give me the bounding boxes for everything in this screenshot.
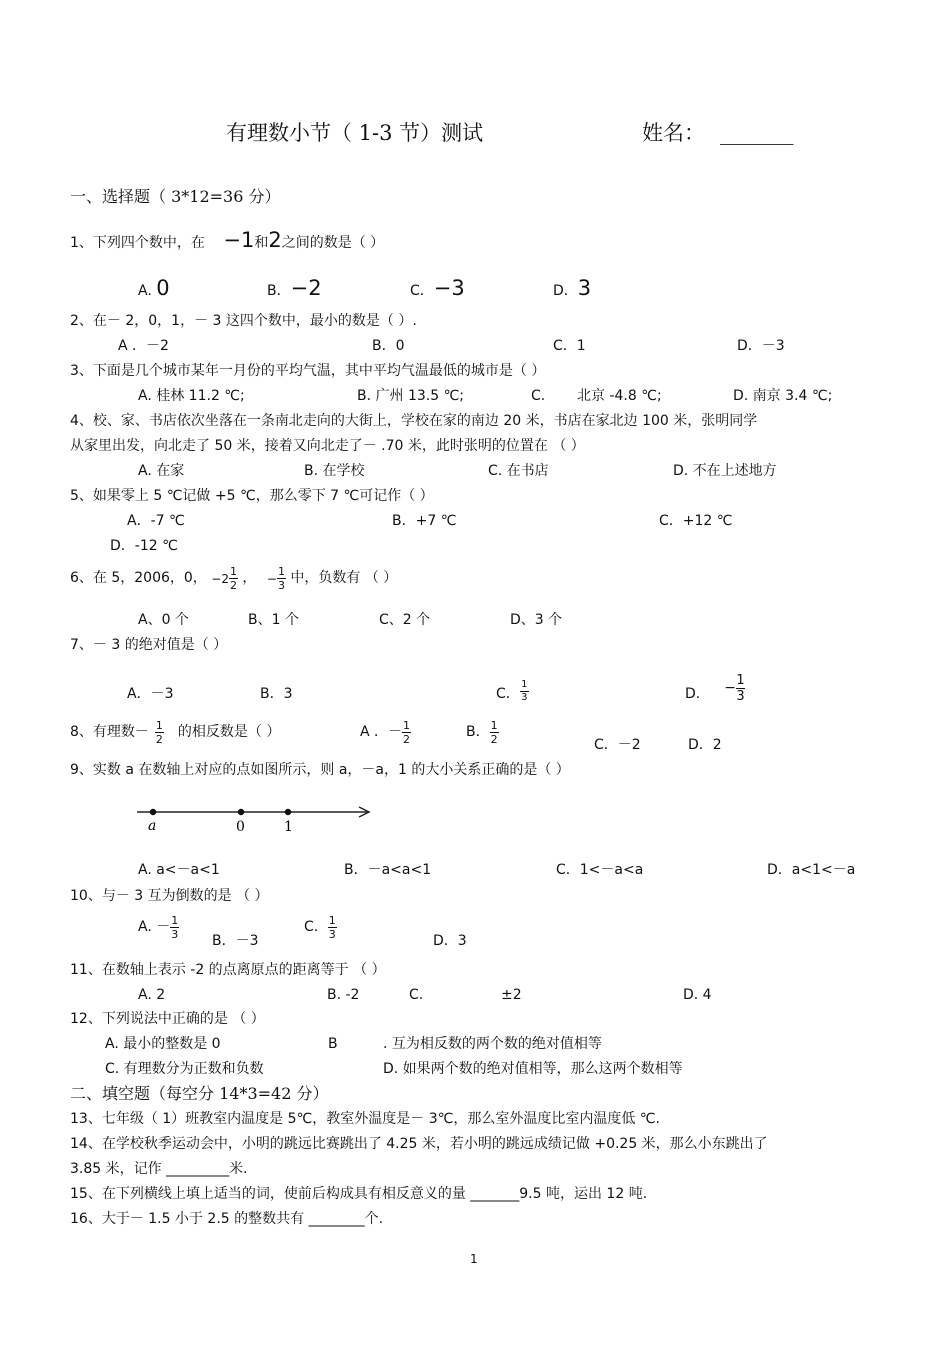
option-letter: C． — [304, 919, 328, 936]
fraction-numerator: 1 — [736, 672, 745, 688]
option-letter: A. — [138, 283, 152, 299]
number-line-label-a: a — [148, 818, 157, 834]
option-value: 3 — [577, 276, 592, 300]
option-letter: D． — [553, 283, 578, 299]
question-1-option-a[interactable] — [138, 276, 170, 301]
question-4-option-d[interactable]: D. 不在上述地方 — [673, 463, 777, 479]
question-3-option-c-text[interactable]: 北京 -4.8 ℃; — [577, 388, 662, 404]
question-6-option-b[interactable]: B、1 个 — [248, 612, 299, 628]
question-11-stem: 11、在数轴上表示 -2 的点离原点的距离等于 （ ） — [70, 962, 386, 978]
question-8-option-d[interactable]: D．2 — [688, 737, 722, 753]
question-7-stem: 7、－ 3 的绝对值是（ ） — [70, 637, 228, 653]
fraction-denominator: 3 — [277, 579, 285, 592]
question-3-stem: 3、下面是几个城市某年一月份的平均气温，其中平均气温最低的城市是（ ） — [70, 363, 546, 379]
question-3-option-c[interactable]: C. — [531, 388, 546, 404]
question-2-option-b[interactable]: B．0 — [372, 338, 405, 354]
name-label: 姓名： — [642, 121, 705, 145]
fraction-half — [490, 720, 499, 745]
page-number: 1 — [470, 1252, 478, 1266]
question-6-stem-start: 6、在 5，2006，0， — [70, 570, 207, 587]
fraction-numerator: 1 — [490, 719, 498, 732]
question-10-option-c[interactable] — [304, 915, 337, 940]
fraction-numerator: 1 — [328, 914, 336, 927]
question-15-stem: 15、在下列横线上填上适当的词，使前后构成具有相反意义的量 _______9.5 吨，运出 12 吨. — [70, 1186, 648, 1202]
fraction-denominator: 3 — [328, 928, 336, 941]
question-8-stem-end: 的相反数是（ ） — [177, 724, 281, 741]
question-1-option-c[interactable] — [410, 276, 465, 301]
question-10-stem: 10、与－ 3 互为倒数的是 （ ） — [70, 888, 269, 904]
question-8-option-c[interactable]: C．－2 — [594, 737, 641, 753]
question-1-option-d[interactable] — [553, 276, 591, 301]
question-9-stem: 9、实数 a 在数轴上对应的点如图所示，则 a，－a，1 的大小关系正确的是（ ） — [70, 762, 570, 778]
fraction — [229, 566, 238, 591]
question-7-option-c[interactable] — [496, 670, 529, 703]
question-8-stem — [70, 720, 280, 745]
fraction-numerator: 1 — [155, 719, 163, 732]
option-letter: A. － — [138, 919, 171, 936]
question-1-stem-end: 之间的数是（ ） — [281, 235, 385, 251]
name-blank[interactable]: _______ — [720, 121, 794, 145]
fraction — [520, 680, 529, 703]
question-3-option-d[interactable]: D. 南京 3.4 ℃; — [733, 388, 833, 404]
fraction-numerator: 1 — [171, 914, 179, 927]
point-a — [150, 809, 156, 815]
question-4-option-b[interactable]: B. 在学校 — [304, 463, 365, 479]
question-12-option-c[interactable]: C. 有理数分为正数和负数 — [105, 1061, 264, 1077]
option-letter: B． — [466, 724, 490, 741]
question-11-option-c[interactable]: C. — [409, 987, 424, 1003]
question-6-stem — [70, 566, 397, 591]
option-value: 0 — [156, 276, 170, 300]
question-4-line-1: 4、校、家、书店依次坐落在一条南北走向的大街上，学校在家的南边 20 米，书店在家北边 100 米，张明同学 — [70, 413, 758, 429]
option-value: −2 — [290, 276, 322, 300]
question-10-option-b[interactable]: B．－3 — [212, 933, 259, 949]
question-3-option-b[interactable]: B. 广州 13.5 ℃; — [357, 388, 465, 404]
fraction-denominator: 2 — [403, 733, 411, 746]
question-11-option-c-text[interactable]: ±2 — [501, 987, 522, 1003]
section-heading-choice: 一、选择题（ 3*12=36 分） — [70, 187, 281, 206]
question-8-stem-start: 8、有理数－ — [70, 724, 149, 741]
question-2-option-c[interactable]: C．1 — [553, 338, 586, 354]
fraction-numerator: 1 — [277, 565, 285, 578]
question-3-option-a[interactable]: A. 桂林 11.2 ℃; — [138, 388, 245, 404]
point-zero — [238, 809, 244, 815]
fraction-minus-third — [266, 565, 291, 592]
question-12-option-a[interactable]: A. 最小的整数是 0 — [105, 1036, 221, 1052]
question-5-option-b[interactable]: B．+7 ℃ — [392, 513, 457, 529]
fraction — [277, 566, 286, 591]
question-6-option-d[interactable]: D、3 个 — [510, 612, 563, 628]
question-5-option-d[interactable]: D．-12 ℃ — [110, 538, 178, 554]
question-12-stem: 12、下列说法中正确的是 （ ） — [70, 1011, 265, 1027]
option-letter: C． — [410, 283, 434, 299]
fraction — [736, 674, 745, 703]
question-9-option-c[interactable]: C．1<－a<a — [556, 862, 644, 878]
page-title: 有理数小节（ 1-3 节）测试 — [226, 121, 484, 145]
question-1-stem — [70, 228, 384, 253]
question-14-line-1: 14、在学校秋季运动会中，小明的跳远比赛跳出了 4.25 米，若小明的跳远成绩记做 +0.25 米，那么小东跳出了 — [70, 1136, 768, 1152]
question-10-option-d[interactable]: D．3 — [433, 933, 467, 949]
fraction-sign: − — [724, 679, 736, 696]
fraction-denominator: 3 — [736, 688, 745, 704]
fraction-half — [402, 720, 411, 745]
question-5-stem: 5、如果零上 5 ℃记做 +5 ℃，那么零下 7 ℃可记作（ ） — [70, 488, 434, 504]
fraction-half — [155, 720, 164, 745]
question-9-option-a[interactable]: A. a<－a<1 — [138, 862, 220, 878]
number-line-figure — [135, 800, 380, 836]
question-5-option-a[interactable]: A．-7 ℃ — [127, 513, 185, 529]
fraction-denominator: 2 — [155, 733, 163, 746]
question-4-line-2: 从家里出发，向北走了 50 米，接着又向北走了－ .70 米，此时张明的位置在 （ ） — [70, 438, 585, 454]
number-line-label-zero: 0 — [236, 819, 245, 835]
fraction-minus-two-and-half — [211, 565, 242, 592]
fraction-sign: − — [266, 571, 277, 586]
question-5-option-c[interactable]: C．+12 ℃ — [659, 513, 733, 529]
question-12-option-b[interactable]: B — [328, 1036, 338, 1052]
question-16-stem: 16、大于－ 1.5 小于 2.5 的整数共有 ________个. — [70, 1211, 384, 1227]
fraction-denominator: 3 — [521, 691, 528, 703]
question-7-option-b[interactable]: B．3 — [260, 686, 293, 702]
question-6-option-a[interactable]: A、0 个 — [138, 612, 189, 628]
fraction-denominator: 3 — [171, 928, 179, 941]
fraction-denominator: 2 — [490, 733, 498, 746]
question-11-option-d[interactable]: D. 4 — [683, 987, 712, 1003]
section-heading-fill-in: 二、填空题（每空分 14*3=42 分） — [70, 1084, 329, 1103]
question-1-stem-start: 1、下列四个数中，在 — [70, 235, 205, 251]
question-11-option-b[interactable]: B. -2 — [327, 987, 360, 1003]
question-11-option-a[interactable]: A. 2 — [138, 987, 166, 1003]
fraction-third — [328, 915, 337, 940]
question-2-option-d[interactable]: D．－3 — [737, 338, 785, 354]
question-9-option-b[interactable]: B．－a<a<1 — [344, 862, 432, 878]
fraction-numerator: 1 — [229, 565, 237, 578]
fraction-denominator: 2 — [229, 579, 237, 592]
question-1-number-minus-one: −1 — [223, 228, 255, 252]
question-6-stem-end: 中，负数有 （ ） — [290, 570, 398, 587]
question-12-option-d[interactable]: D. 如果两个数的绝对值相等，那么这两个数相等 — [383, 1061, 683, 1077]
question-12-option-b-text[interactable]: . 互为相反数的两个数的绝对值相等 — [383, 1036, 602, 1052]
option-letter: D． — [685, 686, 710, 702]
option-letter: A ．－ — [360, 724, 403, 741]
fraction-whole: −2 — [211, 571, 229, 586]
option-letter: B． — [267, 283, 291, 299]
question-8-option-a[interactable] — [360, 720, 411, 745]
question-9-option-d[interactable]: D．a<1<－a — [767, 862, 856, 878]
question-1-option-b[interactable] — [267, 276, 322, 301]
question-10-option-a[interactable] — [138, 915, 179, 940]
fraction-numerator: 1 — [521, 678, 528, 690]
question-4-option-a[interactable]: A. 在家 — [138, 463, 185, 479]
fraction-third — [170, 915, 179, 940]
option-value: −3 — [433, 276, 465, 300]
question-7-option-d[interactable] — [685, 662, 745, 703]
question-7-option-a[interactable]: A．－3 — [127, 686, 174, 702]
question-1-and: 和 — [254, 235, 269, 251]
fraction-numerator: 1 — [403, 719, 411, 732]
number-line-label-one: 1 — [284, 819, 293, 835]
point-one — [285, 809, 291, 815]
question-6-option-c[interactable]: C、2 个 — [379, 612, 431, 628]
option-letter: C． — [496, 686, 520, 702]
question-1-number-two: 2 — [268, 228, 282, 252]
question-2-option-a[interactable]: A ．－2 — [118, 338, 169, 354]
question-13-stem: 13、七年级（ 1）班教室内温度是 5℃，教室外温度是－ 3℃，那么室外温度比室内温度低 ℃. — [70, 1111, 660, 1127]
question-14-line-2: 3.85 米，记作 _________米. — [70, 1161, 248, 1177]
comma: ， — [242, 570, 257, 587]
question-2-stem: 2、在－ 2，0，1，－ 3 这四个数中，最小的数是（ ）. — [70, 313, 417, 329]
question-4-option-c[interactable]: C. 在书店 — [488, 463, 549, 479]
question-8-option-b[interactable] — [466, 720, 499, 745]
